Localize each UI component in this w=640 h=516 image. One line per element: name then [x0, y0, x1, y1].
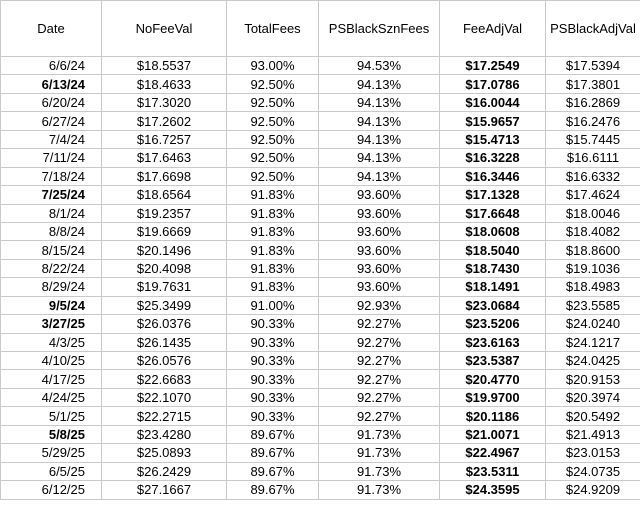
cell-totalfees[interactable]: 90.33% — [227, 407, 319, 425]
cell-nofeeval[interactable]: $17.2602 — [102, 112, 227, 130]
cell-date[interactable]: 8/1/24 — [1, 204, 102, 222]
cell-nofeeval[interactable]: $26.2429 — [102, 462, 227, 480]
cell-feeadjval[interactable]: $17.6648 — [440, 204, 546, 222]
cell-feeadjval[interactable]: $23.0684 — [440, 296, 546, 314]
cell-psblackadjval[interactable]: $21.4913 — [546, 425, 640, 443]
cell-psblackadjval[interactable]: $17.3801 — [546, 75, 640, 93]
cell-psblackadjval[interactable]: $24.0240 — [546, 315, 640, 333]
cell-feeadjval[interactable]: $17.0786 — [440, 75, 546, 93]
table-row — [1, 222, 640, 240]
cell-psblackszn-fees[interactable]: 94.13% — [319, 112, 440, 130]
cell-psblackszn-fees[interactable]: 92.27% — [319, 388, 440, 406]
cell-feeadjval[interactable]: $16.3228 — [440, 149, 546, 167]
cell-feeadjval[interactable]: $23.5206 — [440, 315, 546, 333]
cell-psblackadjval[interactable]: $16.6111 — [546, 149, 640, 167]
cell-date[interactable]: 4/17/25 — [1, 370, 102, 388]
header-psblackszn-fees[interactable]: PSBlackSznFees — [319, 1, 440, 57]
cell-totalfees[interactable]: 92.50% — [227, 112, 319, 130]
cell-psblackadjval[interactable]: $17.4624 — [546, 186, 640, 204]
cell-totalfees[interactable]: 90.33% — [227, 352, 319, 370]
table-row — [1, 259, 640, 277]
cell-psblackadjval[interactable]: $24.9209 — [546, 481, 640, 499]
cell-psblackadjval[interactable]: $24.0735 — [546, 462, 640, 480]
cell-date[interactable]: 8/29/24 — [1, 278, 102, 296]
cell-date[interactable]: 6/20/24 — [1, 93, 102, 111]
cell-totalfees[interactable]: 90.33% — [227, 333, 319, 351]
table-row — [1, 167, 640, 185]
cell-feeadjval[interactable]: $21.0071 — [440, 425, 546, 443]
cell-date[interactable]: 3/27/25 — [1, 315, 102, 333]
cell-psblackszn-fees[interactable]: 92.27% — [319, 370, 440, 388]
cell-date[interactable]: 7/11/24 — [1, 149, 102, 167]
cell-date[interactable]: 6/13/24 — [1, 75, 102, 93]
cell-nofeeval[interactable]: $19.6669 — [102, 222, 227, 240]
cell-psblackadjval[interactable]: $20.5492 — [546, 407, 640, 425]
cell-psblackadjval[interactable]: $23.0153 — [546, 444, 640, 462]
cell-psblackszn-fees[interactable]: 93.60% — [319, 259, 440, 277]
header-row — [1, 1, 640, 57]
cell-date[interactable]: 5/29/25 — [1, 444, 102, 462]
cell-date[interactable]: 6/12/25 — [1, 481, 102, 499]
cell-nofeeval[interactable]: $18.5537 — [102, 57, 227, 75]
cell-nofeeval[interactable]: $23.4280 — [102, 425, 227, 443]
cell-feeadjval[interactable]: $23.5387 — [440, 352, 546, 370]
cell-psblackszn-fees[interactable]: 92.27% — [319, 315, 440, 333]
cell-nofeeval[interactable]: $17.3020 — [102, 93, 227, 111]
cell-psblackadjval[interactable]: $18.4082 — [546, 222, 640, 240]
cell-date[interactable]: 9/5/24 — [1, 296, 102, 314]
cell-nofeeval[interactable]: $25.0893 — [102, 444, 227, 462]
cell-psblackadjval[interactable]: $20.9153 — [546, 370, 640, 388]
cell-psblackadjval[interactable]: $19.1036 — [546, 259, 640, 277]
cell-psblackszn-fees[interactable]: 93.60% — [319, 241, 440, 259]
cell-psblackadjval[interactable]: $18.0046 — [546, 204, 640, 222]
cell-psblackszn-fees[interactable]: 94.13% — [319, 93, 440, 111]
table-row — [1, 444, 640, 462]
cell-date[interactable]: 7/4/24 — [1, 130, 102, 148]
cell-date[interactable]: 4/3/25 — [1, 333, 102, 351]
table-row — [1, 481, 640, 499]
table-row — [1, 462, 640, 480]
cell-date[interactable]: 4/24/25 — [1, 388, 102, 406]
cell-date[interactable]: 7/25/24 — [1, 186, 102, 204]
cell-nofeeval[interactable]: $22.2715 — [102, 407, 227, 425]
cell-feeadjval[interactable]: $18.7430 — [440, 259, 546, 277]
cell-totalfees[interactable]: 92.50% — [227, 167, 319, 185]
cell-nofeeval[interactable]: $19.7631 — [102, 278, 227, 296]
cell-psblackadjval[interactable]: $16.2476 — [546, 112, 640, 130]
cell-totalfees[interactable]: 91.83% — [227, 259, 319, 277]
cell-psblackadjval[interactable]: $18.4983 — [546, 278, 640, 296]
cell-psblackszn-fees[interactable]: 91.73% — [319, 444, 440, 462]
cell-psblackadjval[interactable]: $20.3974 — [546, 388, 640, 406]
cell-psblackadjval[interactable]: $24.0425 — [546, 352, 640, 370]
table-row — [1, 425, 640, 443]
cell-totalfees[interactable]: 89.67% — [227, 425, 319, 443]
cell-feeadjval[interactable]: $20.1186 — [440, 407, 546, 425]
cell-feeadjval[interactable]: $15.4713 — [440, 130, 546, 148]
cell-date[interactable]: 4/10/25 — [1, 352, 102, 370]
cell-totalfees[interactable]: 92.50% — [227, 93, 319, 111]
cell-totalfees[interactable]: 91.83% — [227, 204, 319, 222]
table-row — [1, 112, 640, 130]
cell-totalfees[interactable]: 92.50% — [227, 149, 319, 167]
table-row — [1, 75, 640, 93]
cell-nofeeval[interactable]: $16.7257 — [102, 130, 227, 148]
cell-totalfees[interactable]: 92.50% — [227, 75, 319, 93]
cell-psblackszn-fees[interactable]: 92.27% — [319, 407, 440, 425]
cell-nofeeval[interactable]: $18.6564 — [102, 186, 227, 204]
cell-totalfees[interactable]: 91.83% — [227, 241, 319, 259]
cell-totalfees[interactable]: 92.50% — [227, 130, 319, 148]
cell-psblackszn-fees[interactable]: 93.60% — [319, 186, 440, 204]
cell-nofeeval[interactable]: $22.6683 — [102, 370, 227, 388]
cell-feeadjval[interactable]: $18.5040 — [440, 241, 546, 259]
cell-nofeeval[interactable]: $26.0376 — [102, 315, 227, 333]
cell-feeadjval[interactable]: $19.9700 — [440, 388, 546, 406]
cell-psblackszn-fees[interactable]: 93.60% — [319, 222, 440, 240]
cell-nofeeval[interactable]: $27.1667 — [102, 481, 227, 499]
table-row — [1, 407, 640, 425]
cell-nofeeval[interactable]: $20.1496 — [102, 241, 227, 259]
table-row — [1, 130, 640, 148]
cell-totalfees[interactable]: 91.83% — [227, 186, 319, 204]
cell-date[interactable]: 8/22/24 — [1, 259, 102, 277]
cell-feeadjval[interactable]: $22.4967 — [440, 444, 546, 462]
table-row — [1, 333, 640, 351]
cell-psblackadjval[interactable]: $24.1217 — [546, 333, 640, 351]
cell-psblackszn-fees[interactable]: 93.60% — [319, 278, 440, 296]
cell-psblackadjval[interactable]: $23.5585 — [546, 296, 640, 314]
cell-nofeeval[interactable]: $26.0576 — [102, 352, 227, 370]
cell-totalfees[interactable]: 91.83% — [227, 278, 319, 296]
cell-date[interactable]: 7/18/24 — [1, 167, 102, 185]
table-row — [1, 388, 640, 406]
cell-date[interactable]: 6/27/24 — [1, 112, 102, 130]
cell-nofeeval[interactable]: $17.6463 — [102, 149, 227, 167]
cell-psblackszn-fees[interactable]: 94.53% — [319, 57, 440, 75]
cell-totalfees[interactable]: 89.67% — [227, 444, 319, 462]
cell-date[interactable]: 5/1/25 — [1, 407, 102, 425]
table-row — [1, 315, 640, 333]
header-nofeeval[interactable]: NoFeeVal — [102, 1, 227, 57]
cell-date[interactable]: 8/8/24 — [1, 222, 102, 240]
cell-nofeeval[interactable]: $22.1070 — [102, 388, 227, 406]
cell-date[interactable]: 5/8/25 — [1, 425, 102, 443]
table-row — [1, 370, 640, 388]
cell-feeadjval[interactable]: $16.0044 — [440, 93, 546, 111]
cell-nofeeval[interactable]: $18.4633 — [102, 75, 227, 93]
cell-psblackadjval[interactable]: $18.8600 — [546, 241, 640, 259]
table-row — [1, 186, 640, 204]
cell-feeadjval[interactable]: $20.4770 — [440, 370, 546, 388]
cell-totalfees[interactable]: 89.67% — [227, 462, 319, 480]
cell-totalfees[interactable]: 89.67% — [227, 481, 319, 499]
cell-totalfees[interactable]: 91.00% — [227, 296, 319, 314]
cell-totalfees[interactable]: 90.33% — [227, 388, 319, 406]
cell-feeadjval[interactable]: $18.1491 — [440, 278, 546, 296]
cell-psblackszn-fees[interactable]: 94.13% — [319, 149, 440, 167]
cell-psblackszn-fees[interactable]: 92.27% — [319, 333, 440, 351]
header-psblackadjval[interactable]: PSBlackAdjVal — [546, 1, 640, 57]
cell-feeadjval[interactable]: $18.0608 — [440, 222, 546, 240]
cell-feeadjval[interactable]: $16.3446 — [440, 167, 546, 185]
table-row — [1, 149, 640, 167]
cell-feeadjval[interactable]: $24.3595 — [440, 481, 546, 499]
header-totalfees[interactable]: TotalFees — [227, 1, 319, 57]
cell-nofeeval[interactable]: $20.4098 — [102, 259, 227, 277]
cell-feeadjval[interactable]: $17.2549 — [440, 57, 546, 75]
cell-totalfees[interactable]: 93.00% — [227, 57, 319, 75]
cell-psblackszn-fees[interactable]: 94.13% — [319, 167, 440, 185]
table-row — [1, 93, 640, 111]
cell-psblackadjval[interactable]: $17.5394 — [546, 57, 640, 75]
cell-totalfees[interactable]: 90.33% — [227, 315, 319, 333]
table-row — [1, 57, 640, 75]
cell-feeadjval[interactable]: $17.1328 — [440, 186, 546, 204]
table-row — [1, 352, 640, 370]
cell-psblackszn-fees[interactable]: 91.73% — [319, 462, 440, 480]
cell-psblackszn-fees[interactable]: 91.73% — [319, 481, 440, 499]
table-body — [1, 57, 640, 500]
cell-date[interactable]: 8/15/24 — [1, 241, 102, 259]
table-row — [1, 204, 640, 222]
cell-psblackadjval[interactable]: $15.7445 — [546, 130, 640, 148]
cell-psblackszn-fees[interactable]: 91.73% — [319, 425, 440, 443]
cell-feeadjval[interactable]: $23.5311 — [440, 462, 546, 480]
cell-totalfees[interactable]: 91.83% — [227, 222, 319, 240]
cell-psblackszn-fees[interactable]: 92.27% — [319, 352, 440, 370]
cell-psblackszn-fees[interactable]: 94.13% — [319, 75, 440, 93]
cell-feeadjval[interactable]: $23.6163 — [440, 333, 546, 351]
cell-psblackszn-fees[interactable]: 93.60% — [319, 204, 440, 222]
cell-nofeeval[interactable]: $17.6698 — [102, 167, 227, 185]
cell-date[interactable]: 6/5/25 — [1, 462, 102, 480]
cell-totalfees[interactable]: 90.33% — [227, 370, 319, 388]
header-feeadjval[interactable]: FeeAdjVal — [440, 1, 546, 57]
cell-psblackadjval[interactable]: $16.6332 — [546, 167, 640, 185]
cell-nofeeval[interactable]: $19.2357 — [102, 204, 227, 222]
table-row — [1, 278, 640, 296]
table-row — [1, 296, 640, 314]
cell-psblackadjval[interactable]: $16.2869 — [546, 93, 640, 111]
cell-nofeeval[interactable]: $25.3499 — [102, 296, 227, 314]
cell-date[interactable]: 6/6/24 — [1, 57, 102, 75]
cell-psblackszn-fees[interactable]: 92.93% — [319, 296, 440, 314]
cell-nofeeval[interactable]: $26.1435 — [102, 333, 227, 351]
cell-psblackszn-fees[interactable]: 94.13% — [319, 130, 440, 148]
header-date[interactable]: Date — [1, 1, 102, 57]
cell-feeadjval[interactable]: $15.9657 — [440, 112, 546, 130]
table-row — [1, 241, 640, 259]
